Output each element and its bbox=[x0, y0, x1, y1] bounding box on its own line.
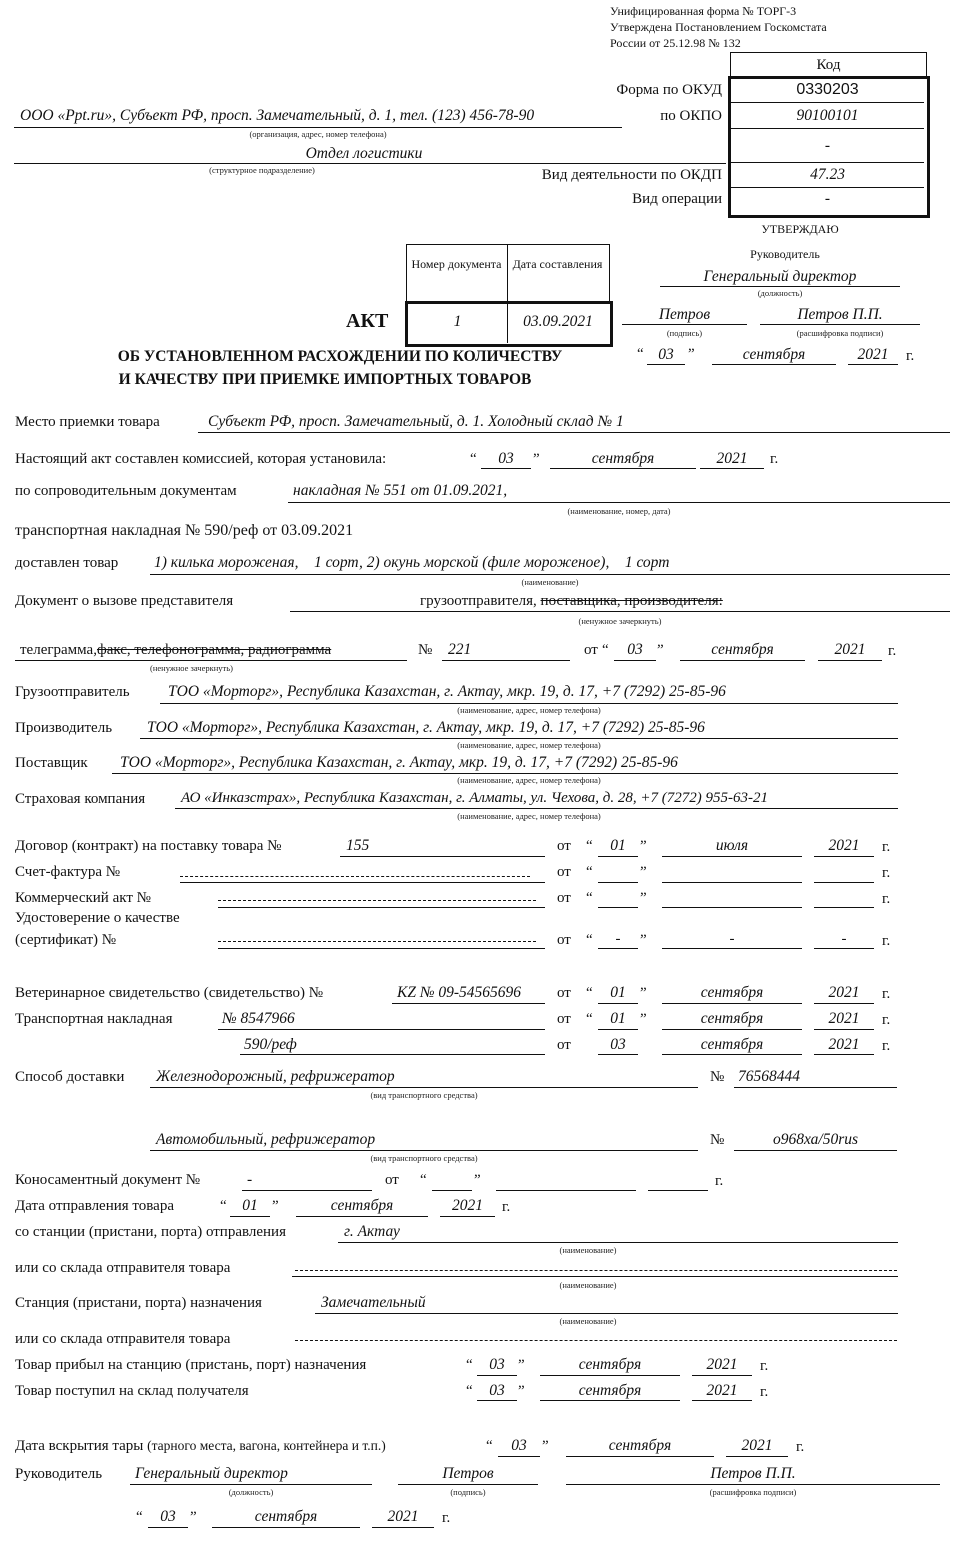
tele-strike: факс, телефонограмма, радиограмма bbox=[96, 642, 332, 658]
head-label: Руководитель bbox=[15, 1466, 103, 1482]
final-day-line bbox=[148, 1527, 188, 1528]
warehouse2-label: или со склада отправителя товара bbox=[15, 1331, 231, 1347]
cert-month: - bbox=[729, 931, 735, 947]
tn-qclose-1: ” bbox=[640, 1011, 647, 1027]
received-day-line bbox=[477, 1400, 517, 1401]
final-month: сентября bbox=[254, 1508, 318, 1525]
form-header-line1: Унифицированная форма № ТОРГ-3 bbox=[610, 4, 797, 18]
cert-qclose: ” bbox=[640, 932, 647, 948]
commact-label: Коммерческий акт № bbox=[15, 890, 151, 906]
contract-month-line bbox=[662, 856, 802, 857]
doc-date: 03.09.2021 bbox=[523, 313, 593, 330]
call-value-strike: поставщика, производителя: bbox=[540, 593, 723, 609]
cert-line bbox=[218, 948, 545, 949]
tn-year-1-line bbox=[814, 1029, 874, 1030]
station-value: г. Актау bbox=[344, 1223, 400, 1240]
approve-qclose: ” bbox=[688, 346, 695, 362]
tn-day-2: 03 bbox=[610, 1036, 626, 1053]
commission-qclose: ” bbox=[533, 451, 540, 467]
invoice-line bbox=[180, 882, 545, 883]
received-month-line bbox=[540, 1400, 680, 1401]
contract-ot: от bbox=[557, 838, 571, 854]
approve-title: УТВЕРЖДАЮ bbox=[761, 222, 839, 236]
opening-label: Дата вскрытия тары bbox=[15, 1438, 144, 1454]
vehicle-caption-1: (вид транспортного средства) bbox=[370, 1090, 478, 1100]
opening-year: 2021 bbox=[741, 1437, 773, 1454]
shipper-label: Грузоотправитель bbox=[15, 684, 130, 700]
maker-label: Производитель bbox=[15, 720, 113, 736]
tn-month-2: сентября bbox=[700, 1036, 764, 1053]
okud-value: 0330203 bbox=[796, 81, 859, 98]
arrived-year: 2021 bbox=[706, 1356, 738, 1373]
approve-decoding: Петров П.П. bbox=[797, 306, 883, 323]
tn-num-2: 590/реф bbox=[244, 1036, 297, 1053]
dispatch-month-line bbox=[296, 1216, 428, 1217]
contract-year-line bbox=[814, 856, 874, 857]
warehouse2-dash-line bbox=[295, 1340, 897, 1341]
invoice-qclose: ” bbox=[640, 864, 647, 880]
accomp-value: накладная № 551 от 01.09.2021, bbox=[293, 482, 508, 499]
method-value-2: Автомобильный, рефрижератор bbox=[156, 1131, 376, 1148]
tn-month-2-line bbox=[662, 1054, 802, 1055]
bill-month-line bbox=[496, 1190, 636, 1191]
vet-year-line bbox=[814, 1003, 874, 1004]
received-qopen: “ bbox=[466, 1383, 473, 1399]
final-qopen: “ bbox=[136, 1509, 143, 1525]
org-caption: (организация, адрес, номер телефона) bbox=[249, 129, 387, 139]
commission-g: г. bbox=[770, 451, 779, 467]
call-line bbox=[290, 611, 950, 612]
dispatch-label: Дата отправления товара bbox=[15, 1198, 174, 1214]
contract-qopen: “ bbox=[586, 838, 593, 854]
tn-ot-2: от bbox=[557, 1037, 571, 1053]
doc-header-divider bbox=[507, 244, 508, 302]
vet-qclose: ” bbox=[640, 985, 647, 1001]
approve-decoding-line bbox=[760, 324, 920, 325]
vet-num: KZ № 09-54565696 bbox=[397, 984, 521, 1001]
warehouse-line bbox=[292, 1276, 898, 1277]
codes-divider bbox=[731, 102, 924, 103]
supplier-value: ТОО «Морторг», Республика Казахстан, г. Актау, мкр. 19, д. 17, +7 (7292) 25-85-96 bbox=[120, 754, 678, 771]
station-caption: (наименование) bbox=[559, 1245, 617, 1255]
place-value: Субъект РФ, просп. Замечательный, д. 1. Холодный склад № 1 bbox=[208, 413, 624, 430]
head-sign-caption: (подпись) bbox=[450, 1487, 486, 1497]
operation-value: - bbox=[824, 190, 831, 207]
doc-date-header: Дата составления bbox=[512, 257, 603, 271]
insurer-label: Страховая компания bbox=[15, 791, 146, 807]
vet-ot: от bbox=[557, 985, 571, 1001]
head-name-caption: (расшифровка подписи) bbox=[709, 1487, 797, 1497]
invoice-ot: от bbox=[557, 864, 571, 880]
tn-g-1: г. bbox=[882, 1012, 891, 1028]
approve-signature: Петров bbox=[658, 306, 711, 323]
tele-caption: (ненужное зачеркнуть) bbox=[150, 663, 233, 673]
delivered-label: доставлен товар bbox=[15, 555, 119, 571]
arrived-month: сентября bbox=[578, 1356, 642, 1373]
station-line bbox=[338, 1242, 898, 1243]
tele-num-line bbox=[442, 660, 570, 661]
call-label: Документ о вызове представителя bbox=[15, 593, 234, 609]
dispatch-day-line bbox=[230, 1216, 270, 1217]
arrived-day: 03 bbox=[489, 1356, 505, 1373]
place-line bbox=[198, 432, 950, 433]
codes-divider bbox=[731, 162, 924, 163]
tn-ot-1: от bbox=[557, 1011, 571, 1027]
station-label: со станции (пристани, порта) отправления bbox=[15, 1224, 286, 1240]
opening-qopen: “ bbox=[486, 1438, 493, 1454]
okpo-label: по ОКПО bbox=[660, 108, 722, 124]
commact-line bbox=[218, 907, 545, 908]
arrived-g: г. bbox=[760, 1358, 769, 1374]
warehouse-caption: (наименование) bbox=[559, 1280, 617, 1290]
tn-year-1: 2021 bbox=[828, 1010, 860, 1027]
received-g: г. bbox=[760, 1384, 769, 1400]
contract-day-line bbox=[598, 856, 638, 857]
arrived-qclose: ” bbox=[518, 1357, 525, 1373]
method-num-1: 76568444 bbox=[738, 1068, 800, 1085]
vet-g: г. bbox=[882, 986, 891, 1002]
warehouse-label: или со склада отправителя товара bbox=[15, 1260, 231, 1276]
contract-num: 155 bbox=[346, 837, 370, 854]
doc-title-1: ОБ УСТАНОВЛЕННОМ РАСХОЖДЕНИИ ПО КОЛИЧЕСТВУ bbox=[117, 348, 563, 365]
kod-label: Код bbox=[816, 57, 841, 73]
method-num-2-line bbox=[734, 1150, 897, 1151]
tele-num: 221 bbox=[448, 641, 472, 658]
form-header bbox=[610, 3, 827, 51]
dispatch-g: г. bbox=[502, 1199, 511, 1215]
commact-g: г. bbox=[882, 891, 891, 907]
transport-line: транспортная накладная № 590/реф от 03.09.2021 bbox=[15, 522, 354, 539]
vet-label: Ветеринарное свидетельство (свидетельство) № bbox=[15, 985, 324, 1001]
opening-year-line bbox=[726, 1456, 788, 1457]
received-day: 03 bbox=[489, 1382, 505, 1399]
tn-g-2: г. bbox=[882, 1038, 891, 1054]
commact-month-line bbox=[662, 907, 802, 908]
cert-year-line bbox=[814, 948, 874, 949]
method-num-2: о968ха/50rus bbox=[772, 1131, 859, 1148]
tele-year: 2021 bbox=[834, 641, 866, 658]
bill-day-line bbox=[432, 1190, 472, 1191]
opening-month: сентября bbox=[608, 1437, 672, 1454]
tn-num-1: № 8547966 bbox=[222, 1010, 295, 1027]
warehouse-dash-line bbox=[295, 1270, 897, 1271]
method-label: Способ доставки bbox=[15, 1069, 125, 1085]
received-qclose: ” bbox=[518, 1383, 525, 1399]
invoice-g: г. bbox=[882, 865, 891, 881]
tele-month: сентября bbox=[711, 641, 774, 658]
org-line bbox=[14, 127, 622, 128]
final-month-line bbox=[212, 1527, 360, 1528]
head-sign: Петров bbox=[442, 1465, 494, 1482]
tele-qclose: ” bbox=[657, 642, 664, 658]
contract-day: 01 bbox=[610, 837, 626, 854]
tele-value bbox=[20, 642, 331, 659]
vet-month: сентября bbox=[700, 984, 764, 1001]
tn-month-1: сентября bbox=[700, 1010, 764, 1027]
blank-code-value: - bbox=[824, 137, 831, 154]
approve-year-line bbox=[848, 364, 898, 365]
doc-title-2: И КАЧЕСТВУ ПРИ ПРИЕМКЕ ИМПОРТНЫХ ТОВАРОВ bbox=[118, 371, 532, 388]
tn-year-2: 2021 bbox=[828, 1036, 860, 1053]
cert-label-1: Удостоверение о качестве bbox=[15, 910, 180, 926]
invoice-qopen: “ bbox=[586, 864, 593, 880]
cert-label-2: (сертификат) № bbox=[15, 932, 117, 948]
head-position-caption: (должность) bbox=[228, 1487, 274, 1497]
dispatch-year: 2021 bbox=[452, 1197, 483, 1214]
final-day: 03 bbox=[160, 1508, 176, 1525]
bill-qclose: ” bbox=[474, 1172, 481, 1188]
cert-month-line bbox=[662, 948, 802, 949]
approve-year: 2021 bbox=[857, 346, 889, 363]
dest-caption: (наименование) bbox=[559, 1316, 617, 1326]
opening-g: г. bbox=[796, 1439, 805, 1455]
contract-g: г. bbox=[882, 839, 891, 855]
final-year-line bbox=[372, 1527, 434, 1528]
final-year: 2021 bbox=[387, 1508, 419, 1525]
okdp-label: Вид деятельности по ОКДП bbox=[541, 167, 722, 183]
contract-month: июля bbox=[715, 837, 749, 854]
insurer-caption: (наименование, адрес, номер телефона) bbox=[457, 811, 601, 821]
vet-day: 01 bbox=[610, 984, 626, 1001]
approve-day-line bbox=[647, 364, 685, 365]
method-line-1 bbox=[150, 1087, 698, 1088]
contract-num-line bbox=[340, 856, 545, 857]
supplier-label: Поставщик bbox=[15, 755, 88, 771]
invoice-day-line bbox=[598, 882, 638, 883]
invoice-year-line bbox=[814, 882, 874, 883]
cert-day-line bbox=[598, 948, 638, 949]
maker-caption: (наименование, адрес, номер телефона) bbox=[457, 740, 601, 750]
tn-num-2-line bbox=[240, 1054, 545, 1055]
opening-label-small: (тарного места, вагона, контейнера и т.п.) bbox=[147, 1438, 386, 1453]
opening-label-wrap bbox=[15, 1438, 386, 1455]
commact-ot: от bbox=[557, 890, 571, 906]
cert-g: г. bbox=[882, 933, 891, 949]
act-label: АКТ bbox=[346, 310, 389, 332]
codes-divider bbox=[731, 128, 924, 129]
vet-year: 2021 bbox=[828, 984, 860, 1001]
bill-line bbox=[242, 1190, 372, 1191]
head-name: Петров П.П. bbox=[710, 1465, 796, 1482]
accomp-label: по сопроводительным документам bbox=[15, 483, 237, 499]
doc-num-header: Номер документа bbox=[411, 257, 502, 271]
approve-qopen: “ bbox=[637, 346, 644, 362]
received-month: сентября bbox=[578, 1382, 642, 1399]
tele-month-line bbox=[680, 660, 805, 661]
shipper-line bbox=[160, 703, 898, 704]
dispatch-qopen: “ bbox=[220, 1198, 227, 1214]
okdp-value: 47.23 bbox=[810, 166, 845, 183]
arrived-day-line bbox=[477, 1375, 517, 1376]
operation-label: Вид операции bbox=[632, 191, 722, 207]
method-no-2: № bbox=[710, 1132, 725, 1148]
supplier-line bbox=[112, 773, 898, 774]
vehicle-caption-2: (вид транспортного средства) bbox=[370, 1153, 478, 1163]
okpo-value: 90100101 bbox=[796, 107, 859, 124]
tn-num-1-line bbox=[218, 1029, 545, 1030]
cert-ot: от bbox=[557, 932, 571, 948]
commission-label: Настоящий акт составлен комиссией, которая установила: bbox=[15, 451, 387, 467]
dispatch-day: 01 bbox=[242, 1197, 258, 1214]
tele-line bbox=[15, 660, 407, 661]
approve-position-line bbox=[660, 286, 900, 287]
invoice-month-line bbox=[662, 882, 802, 883]
form-header-line3: России от 25.12.98 № 132 bbox=[610, 36, 741, 50]
method-no-1: № bbox=[710, 1069, 725, 1085]
commission-day-line bbox=[481, 468, 531, 469]
doc-header-box bbox=[406, 244, 610, 302]
dispatch-qclose: ” bbox=[272, 1198, 279, 1214]
vet-num-line bbox=[392, 1003, 545, 1004]
method-value-1: Железнодорожный, рефрижератор bbox=[156, 1068, 395, 1085]
dept-caption: (структурное подразделение) bbox=[209, 165, 315, 175]
contract-year: 2021 bbox=[828, 837, 860, 854]
delivered-caption: (наименование) bbox=[521, 577, 579, 587]
place-label: Место приемки товара bbox=[15, 414, 160, 430]
approve-position-caption: (должность) bbox=[757, 288, 803, 298]
call-value-keep: грузоотправителя, bbox=[420, 593, 537, 609]
approve-day: 03 bbox=[658, 346, 674, 363]
approve-month-line bbox=[712, 364, 836, 365]
approve-decoding-caption: (расшифровка подписи) bbox=[796, 328, 884, 338]
dest-label: Станция (пристани, порта) назначения bbox=[15, 1295, 262, 1311]
commact-day-line bbox=[598, 907, 638, 908]
tn-year-2-line bbox=[814, 1054, 874, 1055]
arrived-qopen: “ bbox=[466, 1357, 473, 1373]
arrived-month-line bbox=[540, 1375, 680, 1376]
tele-keep: телеграмма, bbox=[20, 642, 97, 658]
cert-day: - bbox=[615, 931, 621, 947]
bill-ot: от bbox=[385, 1172, 399, 1188]
dest-line bbox=[315, 1313, 898, 1314]
head-sign-line bbox=[398, 1484, 538, 1485]
insurer-value: АО «Инказстрах», Республика Казахстан, г. Алматы, ул. Чехова, д. 28, +7 (7272) 955-63-21 bbox=[181, 790, 768, 806]
commact-qopen: “ bbox=[586, 890, 593, 906]
codes-divider bbox=[731, 187, 924, 188]
head-name-line bbox=[566, 1484, 940, 1485]
approve-sign-caption: (подпись) bbox=[666, 328, 703, 338]
commission-month-line bbox=[550, 468, 696, 469]
dept-line bbox=[14, 163, 726, 164]
org-name: ООО «Ppt.ru», Субъект РФ, просп. Замечательный, д. 1, тел. (123) 456-78-90 bbox=[20, 107, 535, 124]
commission-qopen: “ bbox=[470, 451, 477, 467]
method-line-2 bbox=[150, 1150, 698, 1151]
dest-value: Замечательный bbox=[321, 1294, 426, 1311]
head-position: Генеральный директор bbox=[135, 1465, 288, 1482]
final-g: г. bbox=[442, 1510, 451, 1526]
cert-dash-line bbox=[218, 941, 536, 942]
commission-month: сентября bbox=[591, 450, 655, 467]
approve-sign-line bbox=[622, 324, 747, 325]
final-qclose: ” bbox=[190, 1509, 197, 1525]
shipper-caption: (наименование, адрес, номер телефона) bbox=[457, 705, 601, 715]
bill-g: г. bbox=[715, 1173, 724, 1189]
accomp-caption: (наименование, номер, дата) bbox=[567, 506, 671, 516]
dispatch-month: сентября bbox=[330, 1197, 394, 1214]
codes-header-cell bbox=[730, 52, 927, 79]
cert-qopen: “ bbox=[586, 932, 593, 948]
vet-qopen: “ bbox=[586, 985, 593, 1001]
accomp-line bbox=[288, 502, 950, 503]
method-num-1-line bbox=[734, 1087, 897, 1088]
commact-qclose: ” bbox=[640, 890, 647, 906]
bill-year-line bbox=[648, 1190, 708, 1191]
approve-g: г. bbox=[906, 348, 915, 364]
vet-month-line bbox=[662, 1003, 802, 1004]
contract-qclose: ” bbox=[640, 838, 647, 854]
supplier-caption: (наименование, адрес, номер телефона) bbox=[457, 775, 601, 785]
call-caption: (ненужное зачеркнуть) bbox=[578, 616, 662, 626]
maker-value: ТОО «Морторг», Республика Казахстан, г. Актау, мкр. 19, д. 17, +7 (7292) 25-85-96 bbox=[147, 719, 705, 736]
opening-day-line bbox=[498, 1456, 540, 1457]
insurer-line bbox=[175, 808, 898, 809]
opening-day: 03 bbox=[511, 1437, 527, 1454]
invoice-label: Счет-фактура № bbox=[15, 864, 121, 880]
opening-qclose: ” bbox=[542, 1438, 549, 1454]
call-value bbox=[420, 593, 723, 610]
maker-line bbox=[140, 738, 898, 739]
bill-value: - bbox=[247, 1171, 253, 1188]
opening-month-line bbox=[566, 1456, 714, 1457]
approve-head: Руководитель bbox=[750, 247, 820, 261]
tele-year-line bbox=[818, 660, 882, 661]
bill-label: Коносаментный документ № bbox=[15, 1172, 201, 1188]
tn-day-2-line bbox=[598, 1054, 638, 1055]
received-year-line bbox=[692, 1400, 752, 1401]
commission-year: 2021 bbox=[716, 450, 748, 467]
tn-day-1: 01 bbox=[610, 1010, 626, 1027]
delivered-line bbox=[150, 574, 950, 575]
approve-month: сентября bbox=[742, 346, 806, 363]
cert-year: - bbox=[841, 931, 847, 947]
tn-label: Транспортная накладная bbox=[15, 1011, 173, 1027]
tele-ot: от bbox=[584, 642, 598, 658]
tn-day-1-line bbox=[598, 1029, 638, 1030]
contract-label: Договор (контракт) на поставку товара № bbox=[15, 838, 282, 854]
dispatch-year-line bbox=[440, 1216, 495, 1217]
commact-year-line bbox=[814, 907, 874, 908]
delivered-value: 1) килька мороженая, 1 сорт, 2) окунь морской (филе мороженое), 1 сорт bbox=[154, 554, 670, 571]
tele-qopen: “ bbox=[602, 642, 609, 658]
received-year: 2021 bbox=[706, 1382, 738, 1399]
commact-dash-line bbox=[218, 900, 536, 901]
arrived-year-line bbox=[692, 1375, 752, 1376]
org-dept: Отдел логистики bbox=[305, 145, 423, 162]
tele-g: г. bbox=[888, 643, 897, 659]
shipper-value: ТОО «Морторг», Республика Казахстан, г. Актау, мкр. 19, д. 17, +7 (7292) 25-85-96 bbox=[168, 683, 726, 700]
commission-day: 03 bbox=[498, 450, 514, 467]
commission-year-line bbox=[700, 468, 764, 469]
doc-num: 1 bbox=[453, 313, 462, 330]
invoice-dash-line bbox=[180, 876, 530, 877]
bill-qopen: “ bbox=[420, 1172, 427, 1188]
okud-label: Форма по ОКУД bbox=[616, 82, 722, 98]
received-label: Товар поступил на склад получателя bbox=[15, 1383, 249, 1399]
tele-day: 03 bbox=[627, 641, 643, 658]
form-header-line2: Утверждена Постановлением Госкомстата bbox=[610, 20, 827, 34]
tele-no: № bbox=[418, 642, 433, 658]
vet-day-line bbox=[598, 1003, 638, 1004]
tn-qopen-1: “ bbox=[586, 1011, 593, 1027]
tele-day-line bbox=[614, 660, 656, 661]
head-position-line bbox=[130, 1484, 372, 1485]
arrived-label: Товар прибыл на станцию (пристань, порт) назначения bbox=[15, 1357, 367, 1373]
tn-month-1-line bbox=[662, 1029, 802, 1030]
approve-position: Генеральный директор bbox=[703, 268, 857, 285]
